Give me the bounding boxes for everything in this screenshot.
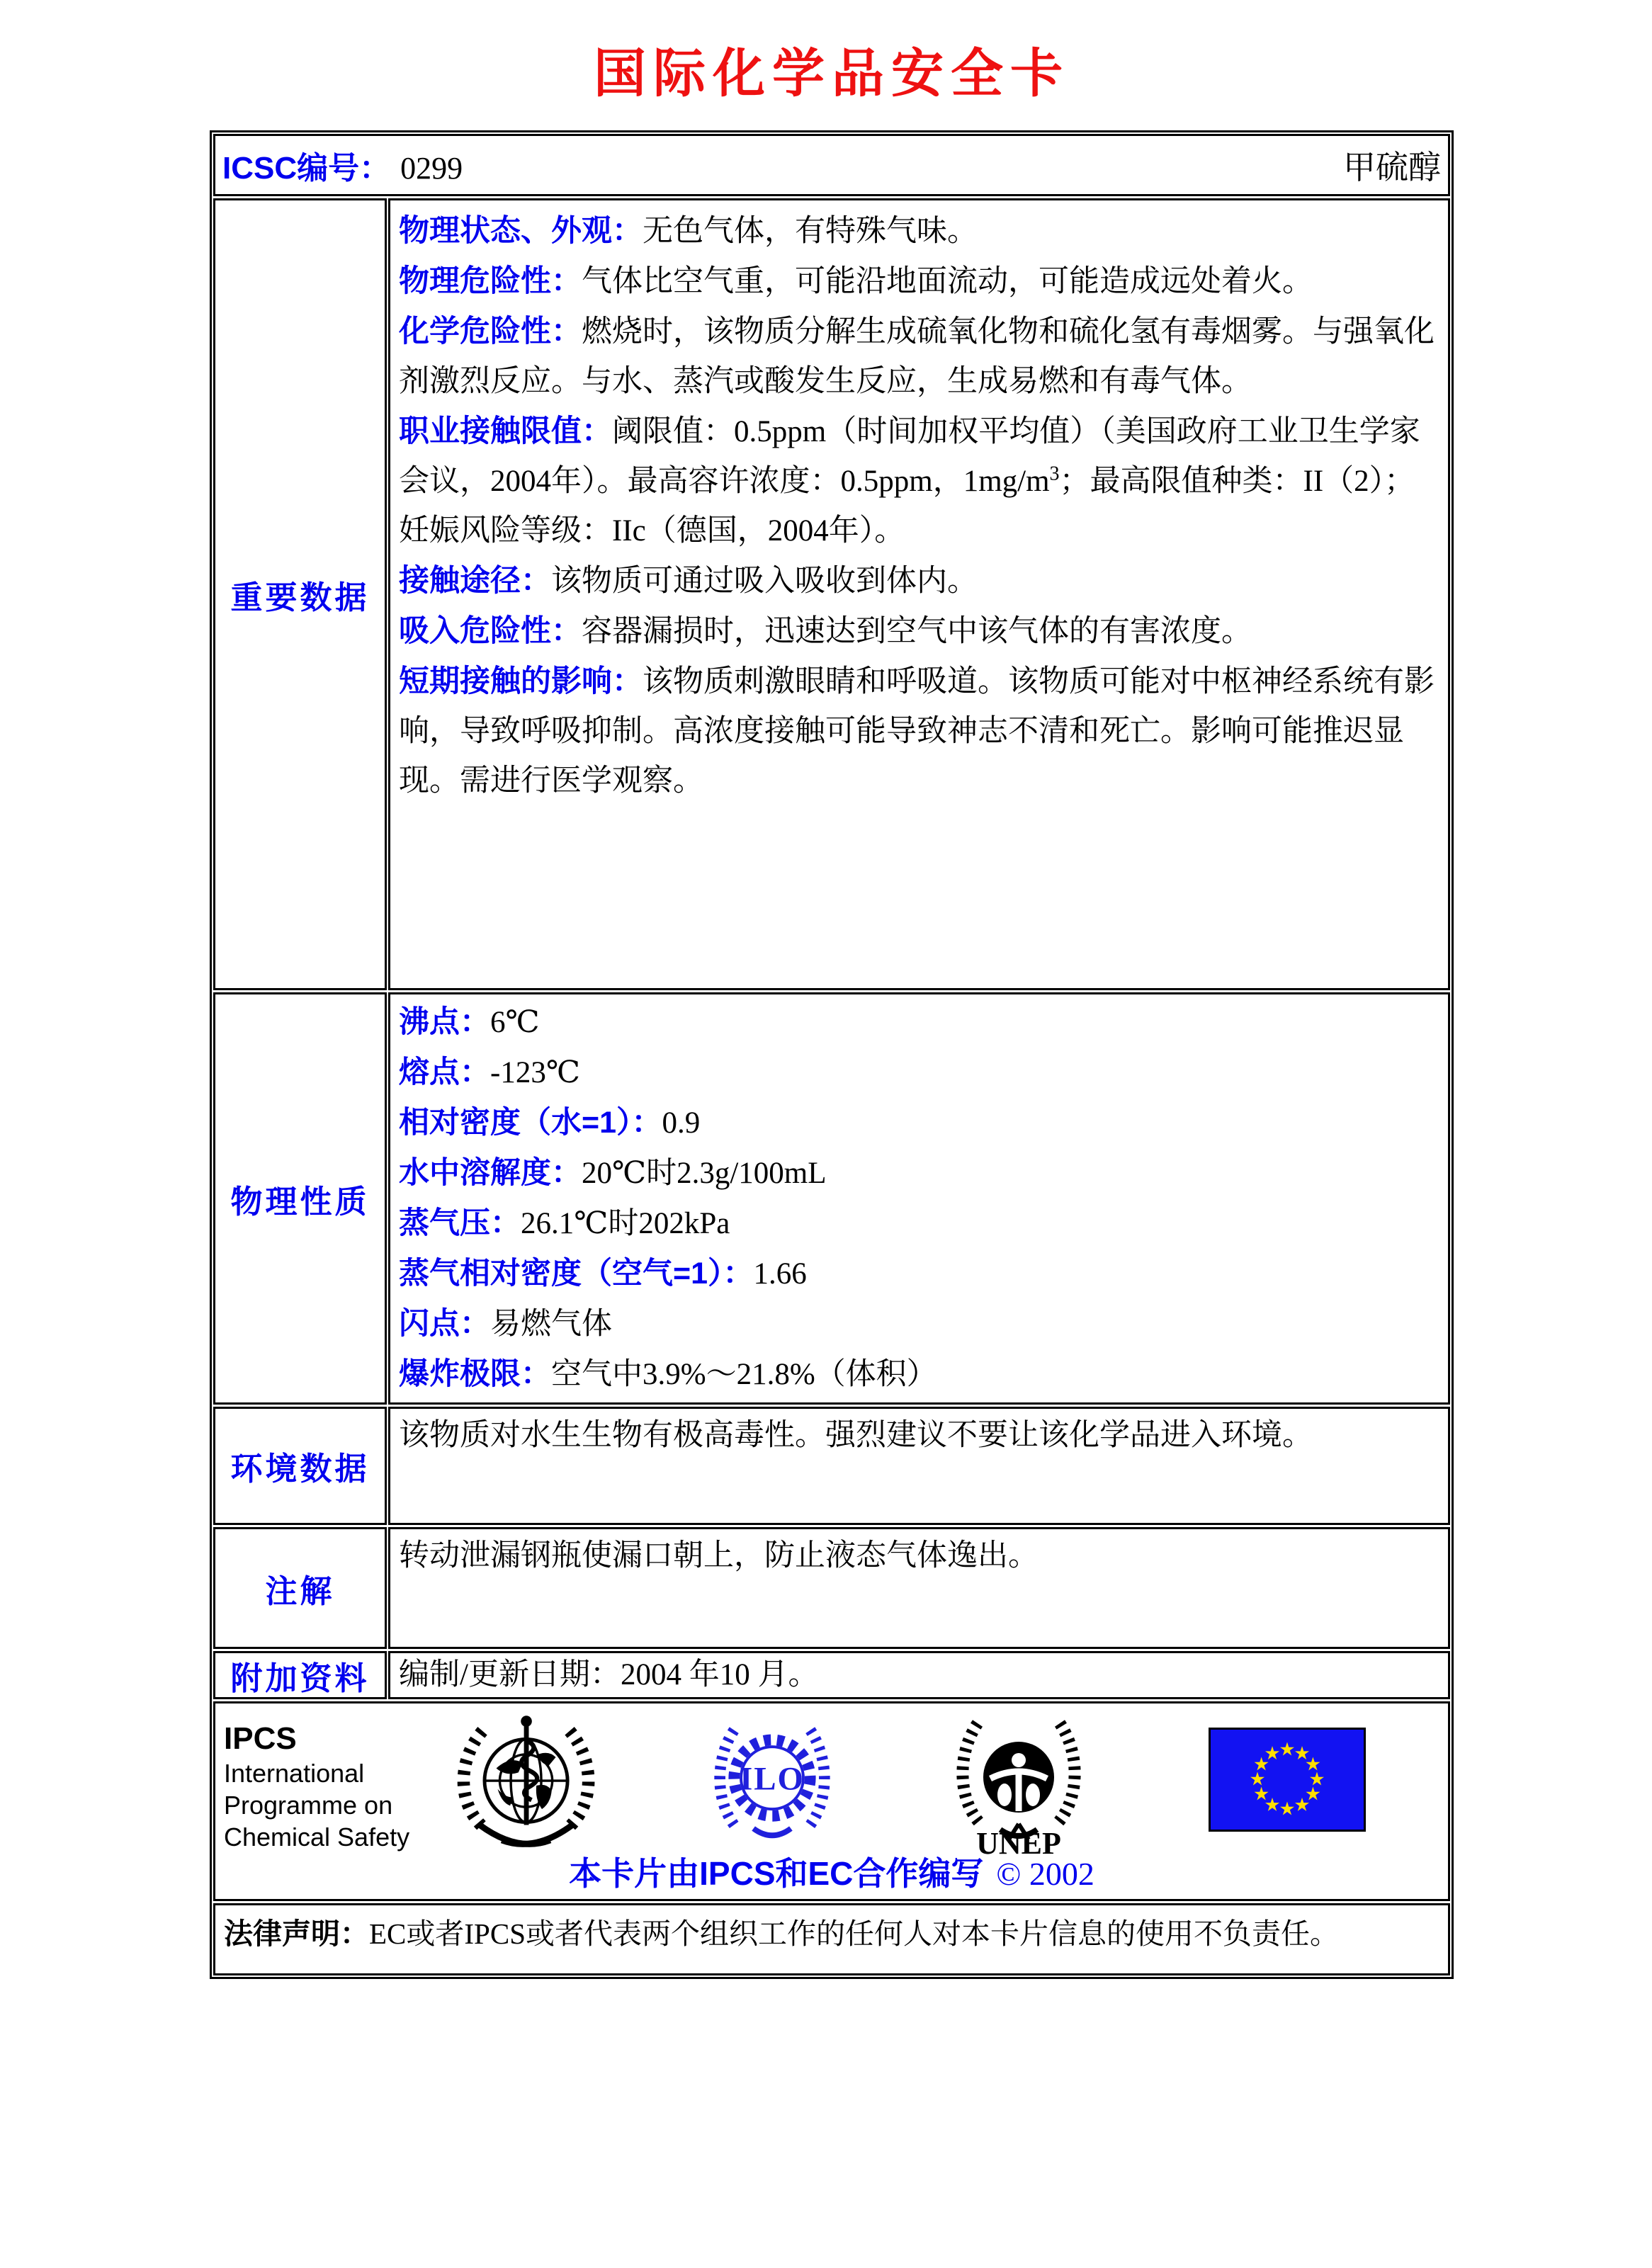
- data-item: 接触途径：该物质可通过吸入吸收到体内。: [399, 564, 978, 598]
- row-label-environmental-data: 环境数据: [213, 1407, 387, 1525]
- important-data-content: [388, 198, 1450, 990]
- credit-year: © 2002: [996, 1856, 1094, 1892]
- row-label-additional-info: 附加资料: [213, 1651, 387, 1699]
- legal-cell: [213, 1903, 1450, 1975]
- header-cell: [213, 134, 1450, 196]
- icsc-number-group: [222, 142, 463, 188]
- section-notes: [213, 1527, 1450, 1649]
- property-item: 相对密度（水=1）：0.9: [399, 1106, 701, 1140]
- icsc-card-table: [210, 130, 1454, 1979]
- property-item: 水中溶解度：20℃时2.3g/100mL: [399, 1156, 827, 1190]
- section-physical-properties: [213, 992, 1450, 1405]
- row-label-physical-properties: 物理性质: [213, 992, 387, 1405]
- property-item: 蒸气压：26.1℃时202kPa: [399, 1206, 730, 1240]
- header-row: [213, 134, 1450, 196]
- property-item: 蒸气相对密度（空气=1）：1.66: [399, 1257, 807, 1291]
- icsc-card: [210, 37, 1454, 1979]
- svg-text:ILO: ILO: [740, 1760, 805, 1798]
- unep-logo-icon: [954, 1712, 1085, 1861]
- icsc-number-value: 0299: [400, 151, 463, 186]
- property-item: 爆炸极限：空气中3.9%～21.8%（体积）: [399, 1357, 937, 1391]
- data-item: 化学危险性：燃烧时，该物质分解生成硫氧化物和硫化氢有毒烟雾。与强氧化剂激烈反应。与水、蒸汽或酸发生反应，生成易燃和有毒气体。: [399, 314, 1435, 398]
- legal-row: [213, 1903, 1450, 1975]
- data-item: 物理危险性：气体比空气重，可能沿地面流动，可能造成远处着火。: [399, 264, 1313, 298]
- environmental-data-content: 该物质对水生生物有极高毒性。强烈建议不要让该化学品进入环境。: [388, 1407, 1450, 1525]
- property-item: 沸点：6℃: [399, 1005, 540, 1039]
- row-label-notes: 注解: [213, 1527, 387, 1649]
- legal-label: 法律声明：: [224, 1917, 369, 1950]
- section-environmental-data: [213, 1407, 1450, 1525]
- ipcs-text-block: IPCS International Programme on Chemical Safety: [224, 1721, 410, 1852]
- data-item: 物理状态、外观：无色气体，有特殊气味。: [399, 214, 978, 248]
- credit-text: 本卡片由IPCS和EC合作编写: [569, 1855, 984, 1892]
- additional-info-content: 编制/更新日期：2004 年10 月。: [388, 1651, 1450, 1699]
- data-item: 短期接触的影响：该物质刺激眼睛和呼吸道。该物质可能对中枢神经系统有影响，导致呼吸抑制。高浓度接触可能导致神志不清和死亡。影响可能推迟显现。需进行医学观察。: [399, 664, 1435, 798]
- physical-properties-content: [388, 992, 1450, 1405]
- notes-content: 转动泄漏钢瓶使漏口朝上，防止液态气体逸出。: [388, 1527, 1450, 1649]
- ilo-logo-icon: [713, 1719, 832, 1847]
- data-item: 吸入危险性：容器漏损时，迅速达到空气中该气体的有害浓度。: [399, 614, 1252, 648]
- ipcs-acronym: IPCS: [224, 1721, 297, 1756]
- page-title: 国际化学品安全卡: [594, 43, 1070, 104]
- legal-text: EC或者IPCS或者代表两个组织工作的任何人对本卡片信息的使用不负责任。: [369, 1917, 1339, 1950]
- icsc-number-label: ICSC编号：: [222, 151, 391, 186]
- credit-line: [215, 1848, 1448, 1895]
- eu-flag-icon: [1209, 1728, 1366, 1835]
- who-logo-icon: [455, 1712, 600, 1856]
- section-important-data: [213, 198, 1450, 990]
- footer-cell: [213, 1701, 1450, 1901]
- chemical-name: 甲硫醇: [1343, 149, 1441, 186]
- row-label-important-data: 重要数据: [213, 198, 387, 990]
- data-item: 职业接触限值：阈限值：0.5ppm（时间加权平均值）（美国政府工业卫生学家会议，2004年）。最高容许浓度：0.5ppm，$1mg/m^3$；最高限值种类：II（2）；妊娠风险等级：IIc（德国，2004年）。: [399, 414, 1420, 548]
- property-item: 闪点：易燃气体: [399, 1307, 612, 1341]
- property-item: 熔点：-123℃: [399, 1055, 580, 1089]
- section-additional-info: [213, 1651, 1450, 1699]
- footer-row: [213, 1701, 1450, 1901]
- svg-text:UNEP: UNEP: [976, 1826, 1061, 1857]
